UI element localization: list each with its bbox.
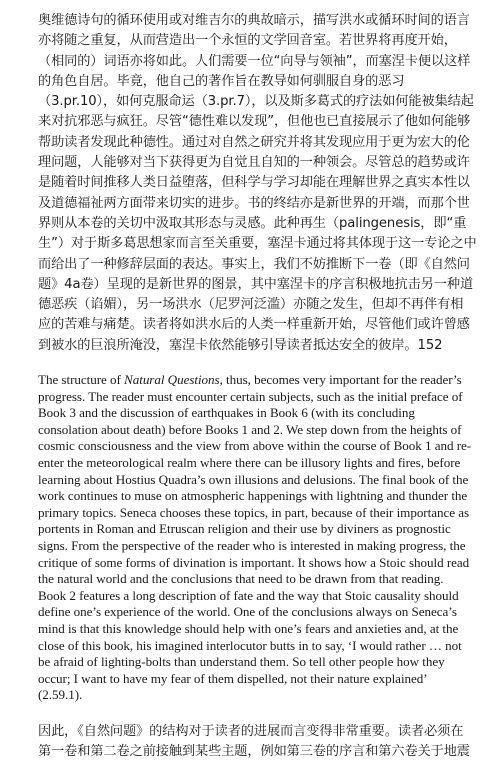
text-line: 及道德福祉两方面带来切实的进步。书的终结亦是新世界的开端，而那个世 [38, 195, 470, 211]
text-line: portents in Roman and Etruscan religion and their use by diviners as prognostic [38, 521, 451, 537]
text-line: 奥维德诗句的循环使用或对维吉尔的典故暗示，描写洪水或循环时间的语言 [38, 13, 470, 28]
text-line: 生”）对于斯多葛思想家而言至关重要，塞涅卡通过将其体现于这一专论之中 [38, 236, 477, 252]
english-paragraph [38, 372, 472, 704]
text-line: occur; I want to have my fear of them dispelled, not their nature explained’ [38, 670, 428, 686]
text-line: cosmic consciousness and the view from above within the course of Book 1 and re- [38, 438, 472, 454]
chinese-paragraph-2 [38, 722, 470, 763]
chinese-paragraph-1 [38, 11, 477, 356]
text-line: 因此，《自然问题》的结构对于读者的进展而言变得非常重要。读者必须在 [38, 723, 464, 739]
text-line: learning about Hostius Quadra’s own illusions and delusions. The final book of the [38, 471, 469, 487]
text-line: 题》4a卷）呈现的是新世界的图景，其中塞涅卡的序言积极地抗击另一种道 [38, 276, 474, 292]
text-line: Book 2 features a long description of fate and the way that Stoic causality should [38, 587, 459, 603]
text-line: （相同的）词语亦将如此。人们需要一位“向导与领袖”，而塞涅卡便以这样 [38, 53, 471, 69]
text-line: 理问题，人能够对当下获得更为自觉且自知的一种领会。尽管总的趋势或许 [38, 155, 470, 171]
text-line: consolation about death) before Books 1 and 2. We step down from the heights of [38, 421, 462, 437]
text-line: 界则从本卷的关切中汲取其形态与灵感。此种再生（palingenesis，即“重 [38, 215, 467, 231]
text-line: 而给出了一种修辞层面的表达。事实上，我们不妨推断下一卷（即《自然问 [38, 256, 470, 272]
text-line: progress. The reader must encounter certain subjects, such as the initial preface of [38, 388, 463, 404]
text-line: the natural world and the conclusions that need to be drawn from that reading. [38, 571, 444, 587]
text-line: （3.pr.10），如何克服命运（3.pr.7），以及斯多葛式的疗法如何能被集结起 [38, 94, 474, 110]
text-line: 第一卷和第二卷之前接触到某些主题，例如第三卷的序言和第六卷关于地震 [38, 744, 470, 760]
text-line: mind is that this knowledge should help with one’s fears and anxieties and, at the [38, 620, 459, 636]
text-line: 到被水的巨浪所淹没，塞涅卡依然能够引导读者抵达安全的彼岸。152 [38, 337, 443, 353]
text-line: The structure of Natural Questions, thus, becomes very important for the reader’s [38, 372, 462, 388]
text-line: Book 3 and the discussion of earthquakes in Book 6 (with its concluding [38, 405, 415, 421]
text-line: be afraid of lighting-bolts than understand them. So tell other people how they [38, 654, 445, 670]
text-line: work continues to muse on atmospheric happenings with lightning and thunder the [38, 488, 468, 504]
text-line: close of this book, his imagined interlocutor butts in to say, ‘I would rather … not [38, 637, 462, 653]
text-line: 德恶疾（谄媚），另一场洪水（尼罗河泛滥）亦随之发生，但却不再伴有相 [38, 297, 464, 313]
text-line: define one’s experience of the world. One of the conclusions always on Seneca’s [38, 604, 457, 620]
text-line: enter the meteorological realm where there can be illusory lights and fires, before [38, 455, 461, 471]
text-line: 的角色自居。毕竟，他自己的著作旨在教导如何驯服自身的恶习 [38, 73, 405, 89]
text-line: 亦将随之重复，从而营造出一个永恒的文学回音室。若世界将再度开始， [38, 33, 457, 49]
text-line: (2.59.1). [38, 687, 83, 703]
text-line: 帮助读者发现此种德性。通过对自然之研究并将其发现应用于更为宏大的伦 [38, 134, 470, 150]
text-line: 来对抗邪恶与疯狂。尽管“德性难以发现”，但他也已直接展示了他如何能够 [38, 114, 471, 130]
text-line: primary topics. Seneca chooses these topics, in part, because of their importance as [38, 504, 470, 520]
text-line: signs. From the perspective of the reader who is interested in making progress, the [38, 537, 466, 553]
text-line: 是随着时间推移人类日益堕落，但科学与学习却能在理解世界之真实本性以 [38, 175, 470, 191]
text-line: 应的苦难与痛楚。读者将如洪水后的人类一样重新开始，尽管他们或许曾感 [38, 317, 470, 333]
text-line: critique of some forms of divination is important. It shows how a Stoic should read [38, 554, 470, 570]
